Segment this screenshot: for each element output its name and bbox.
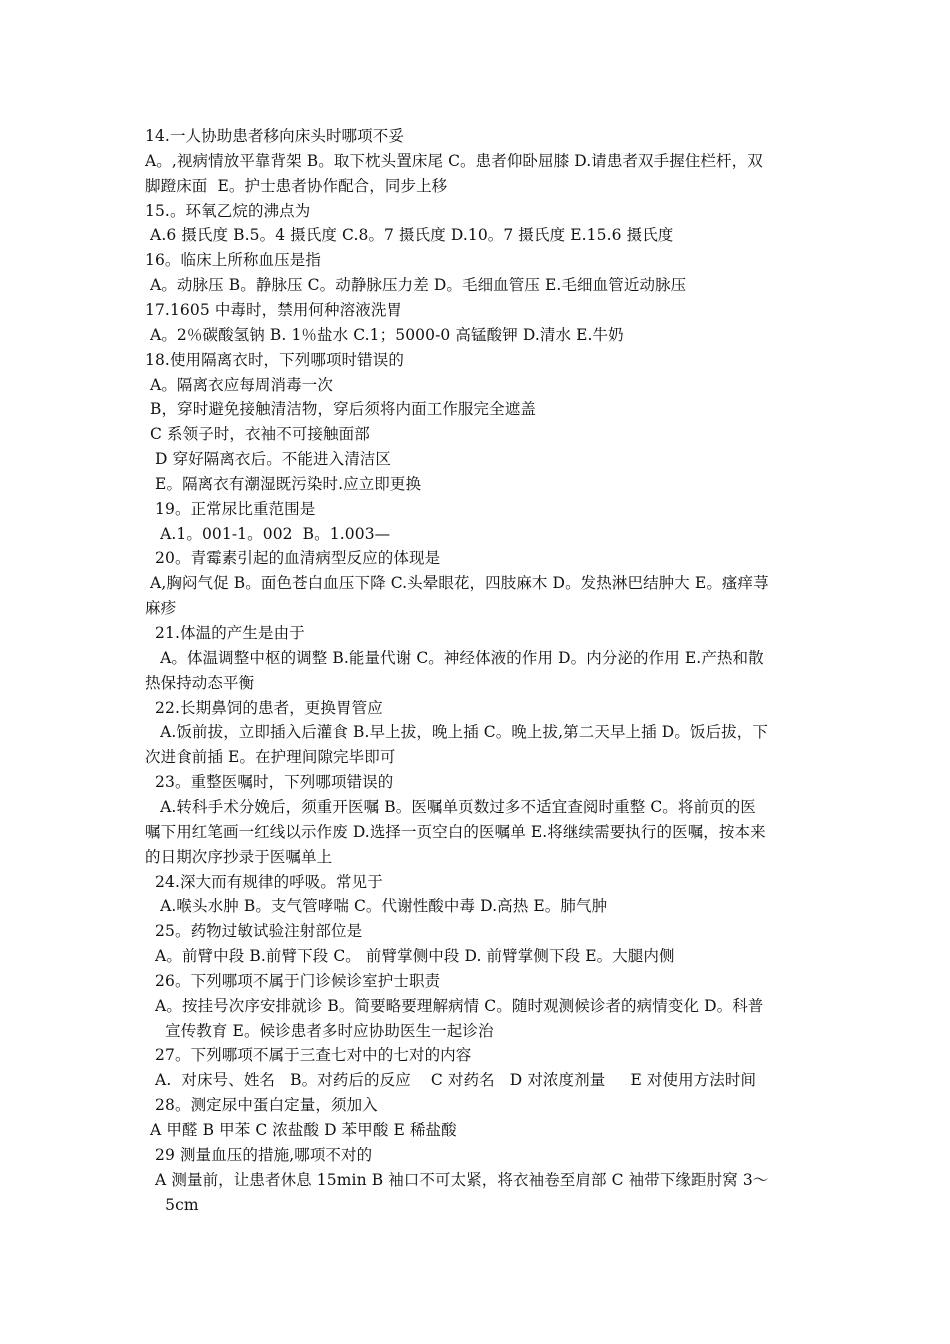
text-line: 29 测量血压的措施,哪项不对的 [145,1146,373,1164]
text-line: A。,视病情放平靠背架 B。取下枕头置床尾 C。患者仰卧屈膝 D.请患者双手握住栏杆，双 [145,152,763,170]
text-line: 21.体温的产生是由于 [145,624,305,642]
text-line: A.6 摄氏度 B.5。4 摄氏度 C.8。7 摄氏度 D.10。7 摄氏度 E.15.6 摄氏度 [145,226,674,244]
text-line: 5cm [145,1196,199,1214]
text-line: A 甲醛 B 甲苯 C 浓盐酸 D 苯甲酸 E 稀盐酸 [145,1121,457,1139]
text-line: A。体温调整中枢的调整 B.能量代谢 C。神经体液的作用 D。内分泌的作用 E.产热和散 [145,649,764,667]
text-line: A.1。001-1。002 B。1.003— [145,525,391,543]
text-line: C 系领子时，衣袖不可接触面部 [145,425,370,443]
text-line: 17.1605 中毒时，禁用何种溶液洗胃 [145,301,403,319]
text-line: A 测量前，让患者休息 15min B 袖口不可太紧，将衣袖卷至肩部 C 袖带下缘距肘窝 3～ [145,1171,769,1189]
text-line: A.喉头水肿 B。支气管哮喘 C。代谢性酸中毒 D.高热 E。肺气肿 [145,897,608,915]
text-line: E。隔离衣有潮湿既污染时.应立即更换 [145,475,422,493]
text-line: A。按挂号次序安排就诊 B。简要略要理解病情 C。随时观测候诊者的病情变化 D。科普 [145,997,764,1015]
text-line: B，穿时避免接触清洁物，穿后须将内面工作服完全遮盖 [145,400,536,418]
text-line: 嘱下用红笔画一红线以示作废 D.选择一页空白的医嘱单 E.将继续需要执行的医嘱，按本来 [145,823,766,841]
text-line: 次进食前插 E。在护理间隙完毕即可 [145,748,396,766]
text-line: 14.一人协助患者移向床头时哪项不妥 [145,127,404,145]
text-line: 20。青霉素引起的血清病型反应的体现是 [145,549,441,567]
text-line: A。2％碳酸氢钠 B. 1％盐水 C.1；5000-0 高锰酸钾 D.清水 E.牛奶 [145,326,624,344]
text-line: A。隔离衣应每周消毒一次 [145,376,333,394]
text-line: 15.。环氧乙烷的沸点为 [145,202,311,220]
text-line: 26。下列哪项不属于门诊候诊室护士职责 [145,972,441,990]
text-line: 25。药物过敏试验注射部位是 [145,922,363,940]
text-line: 热保持动态平衡 [145,674,255,692]
text-line: 27。下列哪项不属于三查七对中的七对的内容 [145,1046,472,1064]
text-line: 22.长期鼻饲的患者，更换胃管应 [145,699,383,717]
text-line: 宣传教育 E。候诊患者多时应协助医生一起诊治 [145,1022,494,1040]
text-line: 28。测定尿中蛋白定量，须加入 [145,1096,378,1114]
text-line: 麻疹 [145,599,177,617]
text-line: D 穿好隔离衣后。不能进入清洁区 [145,450,392,468]
text-line: 的日期次序抄录于医嘱单上 [145,848,333,866]
text-line: A.转科手术分娩后，须重开医嘱 B。医嘱单页数过多不适宜查阅时重整 C。将前页的医 [145,798,756,816]
text-line: 19。正常尿比重范围是 [145,500,316,518]
text-line: 16。临床上所称血压是指 [145,251,321,269]
text-line: 23。重整医嘱时，下列哪项错误的 [145,773,394,791]
text-line: 24.深大而有规律的呼吸。常见于 [145,873,383,891]
text-line: A。动脉压 B。静脉压 C。动静脉压力差 D。毛细血管压 E.毛细血管近动脉压 [145,276,687,294]
text-line: A,胸闷气促 B。面色苍白血压下降 C.头晕眼花，四肢麻木 D。发热淋巴结肿大 E。瘙痒荨 [145,574,769,592]
text-line: A.饭前拔，立即插入后灌食 B.早上拔，晚上插 C。晚上拔,第二天早上插 D。饭后拔，下 [145,723,768,741]
text-line: A. 对床号、姓名 B。对药后的反应 C 对药名 D 对浓度剂量 E 对使用方法时间 [145,1071,757,1089]
text-line: 18.使用隔离衣时，下列哪项时错误的 [145,351,404,369]
text-line: 脚蹬床面 E。护士患者协作配合，同步上移 [145,177,448,195]
text-line: A。前臂中段 B.前臂下段 C。 前臂掌侧中段 D. 前臂掌侧下段 E。大腿内侧 [145,947,675,965]
